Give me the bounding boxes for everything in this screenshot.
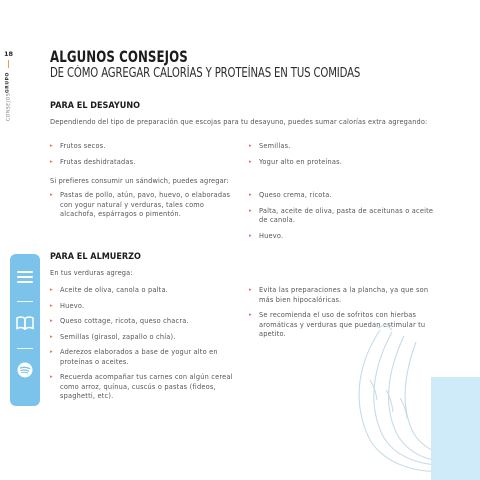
almuerzo-intro: En tus verduras agrega:	[50, 269, 133, 277]
list-item: ▸ Recuerda acompañar tus carnes con algún cereal como arroz, quínua, cuscús o pastas (fideos, spaghetti, etc).	[50, 373, 233, 400]
list-item: ▸ Semillas.	[249, 142, 291, 150]
list-item: ▸ Yogur alto en proteínas.	[249, 157, 343, 166]
spotify-icon	[17, 362, 33, 382]
list-item: ▸ Palta, aceite de oliva, pasta de aceitunas o aceite de canola.	[249, 206, 434, 224]
sandwich-left-list	[50, 191, 235, 226]
list-item: ▸ Aderezos elaborados a base de yogur alto en proteínas o aceites.	[50, 348, 218, 366]
desayuno-left-list	[50, 142, 230, 173]
side-label	[3, 72, 15, 152]
page-number: 18	[3, 50, 14, 58]
almuerzo-heading: PARA EL ALMUERZO	[50, 252, 141, 262]
menu-button[interactable]	[10, 264, 40, 292]
list-item: ▸ Queso cottage, ricota, queso chacra.	[50, 317, 189, 325]
floating-sidebar	[10, 254, 40, 406]
book-button[interactable]	[10, 310, 40, 338]
desayuno-heading: PARA EL DESAYUNO	[50, 101, 140, 111]
spotify-button[interactable]	[10, 358, 40, 386]
list-item: ▸ Pastas de pollo, atún, pavo, huevo, o elaboradas con yogur natural y verduras, tales como alcachofa, espárragos o pimentón.	[50, 191, 231, 218]
page-subtitle: DE CÓMO AGREGAR CALORÍAS Y PROTEÍNAS EN TUS COMIDAS	[50, 66, 361, 81]
side-label-strong: GRUPO	[5, 72, 11, 93]
decorative-blue-block	[431, 377, 480, 480]
list-item: ▸ Queso crema, ricota.	[249, 191, 332, 199]
menu-icon	[17, 269, 33, 288]
list-item: ▸ Frutas deshidratadas.	[50, 157, 136, 166]
sandwich-right-list	[249, 191, 434, 247]
sandwich-intro: Si prefieres consumir un sándwich, puedes agregar:	[50, 177, 229, 185]
side-label-light: CONSEJOS	[6, 92, 12, 122]
list-item: ▸ Huevo.	[50, 301, 85, 310]
list-item: ▸ Frutos secos.	[50, 142, 106, 150]
desayuno-right-list	[249, 142, 434, 173]
sidebar-divider	[17, 301, 33, 302]
side-rule	[8, 60, 9, 68]
sidebar-divider	[17, 348, 33, 349]
book-icon	[16, 315, 34, 334]
list-item: ▸ Se recomienda el uso de sofritos con hierbas aromáticas y verduras que puedan estimular tu apetito.	[249, 311, 426, 338]
almuerzo-left-list	[50, 286, 235, 408]
list-item: ▸ Aceite de oliva, canola o palta.	[50, 286, 168, 294]
list-item: ▸ Evita las preparaciones a la plancha, ya que son más bien hipocalóricas.	[249, 286, 429, 304]
page-title: ALGUNOS CONSEJOS	[50, 47, 188, 66]
desayuno-intro: Dependiendo del tipo de preparación que escojas para tu desayuno, puedes sumar calorías extra agregando:	[50, 118, 428, 126]
list-item: ▸ Semillas (girasol, zapallo o chía).	[50, 332, 176, 341]
list-item: ▸ Huevo.	[249, 231, 284, 240]
